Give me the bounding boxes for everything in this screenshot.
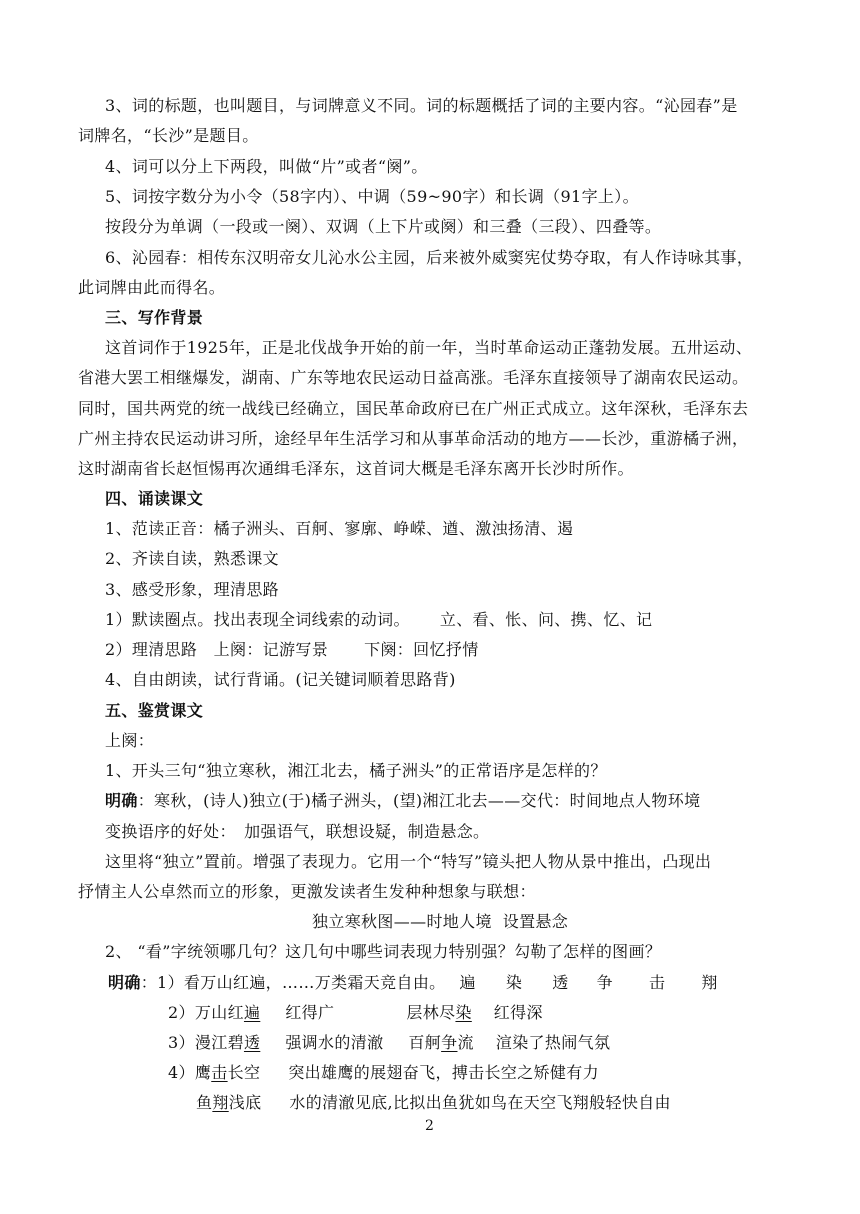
phrase: 万山红 [194, 1003, 244, 1022]
key-word: 击 [648, 973, 666, 992]
phrase: 鱼 [196, 1093, 213, 1112]
phrase-effect: 突出雄鹰的展翅奋飞，搏击长空之矫健有力 [288, 1063, 599, 1082]
answer-1-note: 变换语序的好处： 加强语气，联想设疑，制造悬念。 [105, 822, 490, 841]
phrase-effect: 红得广 [285, 1003, 335, 1022]
answer-2-text: ：1）看万山红遍，……万类霜天竞自由。 [140, 973, 446, 992]
phrase-effect: 强调水的清澈 [285, 1033, 384, 1052]
center-summary: 独立寒秋图——时地人境 设置悬念 [312, 912, 569, 931]
upper-stanza-note: 2）理清思路 上阕：记游写景 [105, 640, 329, 659]
question-1: 1、开头三句“独立寒秋，湘江北去，橘子洲头”的正常语序是怎样的？ [105, 761, 607, 780]
analysis-line-2: 抒情主人公卓然而立的形象，更激发读者生发种种想象与联想： [78, 882, 536, 901]
paragraph-6-cont: 此词牌由此而得名。 [78, 278, 226, 297]
answer-2 [108, 968, 718, 998]
phrase-effect: 水的清澈见底,比拟出鱼犹如鸟在天空飞翔般轻快自由 [289, 1093, 671, 1112]
key-word: 翔 [701, 973, 718, 992]
key-word-underlined: 染 [455, 1003, 472, 1022]
clue-verbs: 立、看、怅、问、携、忆、记 [439, 610, 653, 629]
reading-item-3-1-text: 1）默读圈点。找出表现全词线索的动词。 [105, 610, 410, 629]
answer-label: 明确 [105, 791, 138, 810]
paragraph-5-note: 按段分为单调（一段或一阕）、双调（上下片或阕）和三叠（三段）、四叠等。 [105, 217, 662, 236]
phrase: 漫江碧 [194, 1033, 244, 1052]
question-2: 2、 “看”字统领哪几句？这几句中哪些词表现力特别强？勾勒了怎样的图画？ [105, 942, 662, 961]
background-line-5: 这时湖南省长赵恒惕再次通缉毛泽东，这首词大概是毛泽东离开长沙时所作。 [78, 459, 634, 478]
reading-item-2: 2、齐读自读，熟悉课文 [105, 549, 280, 568]
analysis-line-1: 这里将“独立”置前。增强了表现力。它用一个“特写”镜头把人物从景中推出，凸现出 [105, 852, 712, 871]
key-word-underlined: 争 [441, 1033, 458, 1052]
phrase: 鹰 [194, 1063, 212, 1082]
phrase: 百舸 [408, 1033, 442, 1052]
phrase-effect: 红得深 [493, 1003, 543, 1022]
key-word: 透 [552, 973, 569, 992]
section-heading-appreciation: 五、鉴赏课文 [105, 701, 204, 720]
analysis-row-2 [168, 998, 543, 1028]
answer-2-label: 明确 [108, 973, 141, 992]
reading-item-3: 3、感受形象，理清思路 [105, 580, 280, 599]
key-word-underlined: 翔 [212, 1093, 229, 1112]
upper-stanza-label: 上阕： [105, 731, 155, 750]
page-number: 2 [425, 1118, 435, 1134]
phrase: 浅底 [228, 1093, 262, 1112]
reading-item-4: 4、自由朗读，试行背诵。(记关键词顺着思路背) [105, 670, 456, 689]
key-word-underlined: 击 [211, 1063, 228, 1082]
row-number: 3） [168, 1033, 195, 1052]
phrase: 层林尽 [406, 1003, 456, 1022]
section-heading-reading: 四、诵读课文 [105, 489, 204, 508]
key-word: 遍 [459, 973, 476, 992]
background-line-1: 这首词作于1925年，正是北伐战争开始的前一年，当时革命运动正蓬勃发展。五卅运动、 [105, 338, 753, 357]
reading-item-3-1 [105, 605, 652, 635]
key-word-underlined: 透 [243, 1033, 261, 1052]
section-heading-background: 三、写作背景 [105, 308, 204, 327]
background-line-4: 广州主持农民运动讲习所，途经早年生活学习和从事革命活动的地方——长沙，重游橘子洲， [78, 429, 749, 448]
phrase-effect: 渲染了热闹气氛 [495, 1033, 611, 1052]
reading-item-3-2 [105, 635, 479, 665]
reading-item-1: 1、范读正音：橘子洲头、百舸、寥廓、峥嵘、遒、激浊扬清、遏 [105, 519, 574, 538]
row-number: 4） [168, 1063, 195, 1082]
phrase: 长空 [227, 1063, 261, 1082]
key-word-underlined: 遍 [243, 1003, 261, 1022]
paragraph-5: 5、词按字数分为小令（58字内）、中调（59~90字）和长调（91字上）。 [105, 187, 639, 206]
row-number: 2） [168, 1003, 195, 1022]
background-line-2: 省港大罢工相继爆发，湖南、广东等地农民运动日益高涨。毛泽东直接领导了湖南农民运动。 [78, 368, 749, 387]
analysis-row-4 [168, 1058, 599, 1088]
phrase: 流 [457, 1033, 474, 1052]
background-line-3: 同时，国共两党的统一战线已经确立，国民革命政府已在广州正式成立。这年深秋，毛泽东去 [78, 399, 749, 418]
paragraph-4: 4、词可以分上下两段，叫做“片”或者“阕”。 [105, 157, 428, 176]
paragraph-3-cont: 词牌名，“长沙”是题目。 [78, 126, 259, 145]
paragraph-3: 3、词的标题，也叫题目，与词牌意义不同。词的标题概括了词的主要内容。“沁园春”是 [105, 96, 738, 115]
analysis-row-3 [168, 1028, 610, 1058]
lower-stanza-note: 下阕：回忆抒情 [364, 640, 479, 659]
key-word: 染 [505, 973, 523, 992]
key-word: 争 [596, 973, 613, 992]
answer-1-text: ：寒秋，(诗人)独立(于)橘子洲头，(望)湘江北去——交代：时间地点人物环境 [137, 791, 701, 810]
answer-1 [105, 786, 700, 816]
paragraph-6: 6、沁园春：相传东汉明帝女儿沁水公主园，后来被外威窦宪仗势夺取，有人作诗咏其事， [105, 248, 754, 267]
